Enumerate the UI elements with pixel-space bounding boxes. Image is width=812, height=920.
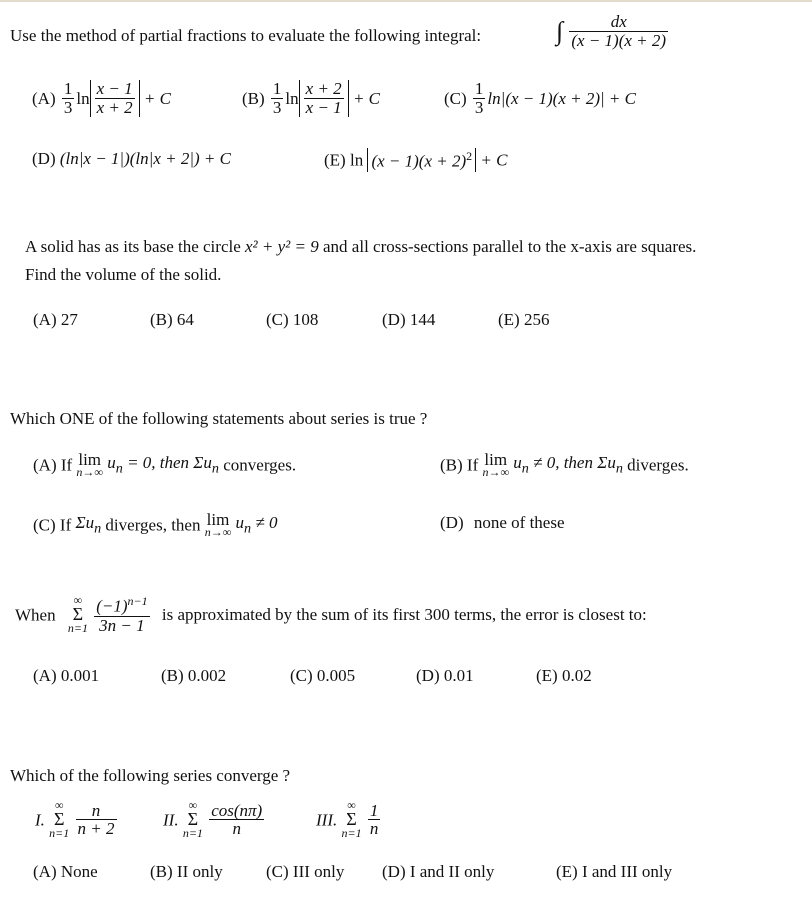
series-num: 1 [369,800,379,820]
subscript: n [211,460,219,477]
sum-symbol [341,800,361,840]
choice-arg: (x − 1)(x + 2) [371,151,467,171]
q3-choice-d[interactable] [440,514,565,531]
q1-choice-c[interactable] [444,80,636,117]
coef-den: 3 [272,97,282,117]
lim-text: lim [78,450,102,469]
q1-choice-b[interactable] [242,80,380,117]
q4-choice-c[interactable]: (C) 0.005 [290,666,356,685]
lim-sub: n→∞ [204,525,232,540]
abs-bars [367,148,476,172]
series-den: n + 2 [77,819,115,839]
q5-series-3 [316,800,382,840]
q1-choice-a[interactable] [32,80,171,117]
coef-den: 3 [63,97,73,117]
u-text: u [107,453,116,473]
coef-den: 3 [474,97,484,117]
coef-num: 1 [474,79,484,98]
choice-text: none of these [473,513,565,532]
choice-label: (E) [324,150,346,170]
q3-choice-c[interactable] [33,512,277,538]
series-den: n [232,819,241,839]
q2-equation: x² + y² = 9 [245,237,319,256]
q2-text-a: A solid has as its base the circle [25,237,241,256]
sigma: Σ [72,604,84,625]
arg-den: x − 1 [305,97,342,117]
choice-label: (C) [444,88,467,108]
arg-fraction [304,80,344,117]
sum-lower: n=1 [341,826,362,841]
q2-line2: Find the volume of the solid. [25,265,222,284]
subscript: n [615,460,623,477]
subscript: n [94,520,102,537]
choice-label: (B) If [440,455,479,475]
q1-integral [556,13,670,50]
choice-label: (B) [242,88,265,108]
choice-label: (A) If [33,455,73,475]
roman-numeral: I. [35,810,45,830]
statement-rest: = 0, then Σu [122,453,212,473]
sigma: Σ [53,809,65,830]
series-num: (−1) [96,596,128,616]
sum-symbol [183,800,203,840]
statement-end: converges. [223,455,297,475]
choice-label: (D) [440,513,464,532]
lim-sub: n→∞ [76,465,103,480]
q2-text-b: and all cross-sections parallel to the x-axis are squares. [323,237,697,256]
q1-choice-e[interactable] [324,148,507,172]
lim-text: lim [206,510,230,529]
statement-rest: ≠ 0, then Σu [528,453,616,473]
q5-choice-d[interactable]: (D) I and II only [382,862,495,881]
subscript: n [521,460,529,477]
limit [205,512,232,538]
subscript: n [115,460,123,477]
coef-fraction [473,80,486,117]
plus-c: + C [143,88,171,108]
ln-text: ln [76,88,90,108]
q4-choice-d[interactable]: (D) 0.01 [416,666,474,685]
plus-c: + C [480,150,508,170]
arg-num: x + 2 [305,79,342,98]
arg-fraction [95,80,135,117]
q2-choice-c[interactable]: (C) 108 [266,310,319,329]
q5-choice-b[interactable]: (B) II only [150,862,223,881]
sum-upper: ∞ [54,798,64,812]
u-text: u [513,453,522,473]
limit [482,452,509,478]
coef-num: 1 [272,79,282,98]
q2-choice-d[interactable]: (D) 144 [382,310,436,329]
lim-sub: n→∞ [482,465,510,480]
top-border [0,0,812,2]
choice-label: (C) If [33,515,72,535]
series-exp: n−1 [127,594,148,609]
series-fraction [94,595,149,634]
sum-lower: n=1 [49,826,70,841]
series-num: cos(nπ) [211,800,263,820]
sum-symbol [68,595,88,635]
sum-upper: ∞ [188,798,198,812]
integral-fraction [569,13,668,50]
ln-text: ln [349,150,364,170]
sum-lower: n=1 [182,826,203,841]
integral-sign: ∫ [556,16,564,46]
q4-stem [15,595,647,635]
plus-c: + C [352,88,380,108]
statement-end: ≠ 0 [251,513,278,533]
choice-label: (D) [32,149,56,168]
series-fraction [76,802,117,839]
sum-upper: ∞ [347,798,356,812]
u-text: u [235,513,245,533]
coef-fraction [62,80,75,117]
sigma: Σ [346,809,357,830]
q5-series-2 [163,800,266,840]
ln-text: ln [285,88,299,108]
q4-choice-b[interactable]: (B) 0.002 [161,666,227,685]
q5-choice-c[interactable]: (C) III only [266,862,345,881]
abs-bars [90,80,140,117]
q5-choice-a[interactable]: (A) None [33,862,98,881]
series-den: 3n − 1 [99,615,145,635]
series-fraction [209,802,264,839]
roman-numeral: II. [163,810,179,830]
sum-symbol [49,800,69,840]
q4-choice-e[interactable]: (E) 0.02 [536,666,592,685]
series-den: n [369,819,379,839]
q5-series-1 [35,800,119,840]
statement-end: diverges. [627,455,689,475]
coef-num: 1 [63,79,73,98]
q2-line1 [25,238,696,255]
abs-bars [299,80,349,117]
series-fraction [368,802,381,839]
limit [76,452,103,478]
q5-prompt: Which of the following series converge ? [10,766,291,785]
integral-numerator: dx [569,13,668,32]
q3-prompt: Which ONE of the following statements about series is true ? [10,409,428,428]
exponent: 2 [466,149,473,163]
q3-choice-b[interactable] [440,452,689,478]
series-num: n [76,802,117,821]
lim-text: lim [484,450,508,469]
sum-lower: n=1 [67,621,88,636]
q2-choice-b[interactable]: (B) 64 [150,310,194,329]
q4-choice-a[interactable]: (A) 0.001 [33,666,100,685]
q5-choice-e[interactable]: (E) I and III only [556,862,673,881]
q3-choice-a[interactable] [33,452,296,478]
integral-denominator: (x − 1)(x + 2) [571,30,667,50]
sigma: Σ [187,809,199,830]
coef-fraction [271,80,284,117]
statement-mid: diverges, then [105,515,201,535]
sum-upper: ∞ [73,593,83,607]
q1-prompt: Use the method of partial fractions to evaluate the following integral: [10,26,482,45]
choice-label: (A) [32,88,56,108]
when-text: When [15,605,56,625]
q2-choice-e[interactable]: (E) 256 [498,310,550,329]
q2-choice-a[interactable]: (A) 27 [33,310,78,329]
subscript: n [244,520,252,537]
sum-text: Σu [75,513,95,533]
roman-numeral: III. [316,810,338,830]
choice-expr: (ln|x − 1|)(ln|x + 2|) + C [59,149,231,168]
arg-num: x − 1 [96,79,133,98]
choice-expr: ln|(x − 1)(x + 2)| + C [487,88,636,108]
q1-choice-d[interactable] [32,150,231,167]
arg-den: x + 2 [96,97,133,117]
q4-text: is approximated by the sum of its first 300 terms, the error is closest to: [161,605,647,625]
